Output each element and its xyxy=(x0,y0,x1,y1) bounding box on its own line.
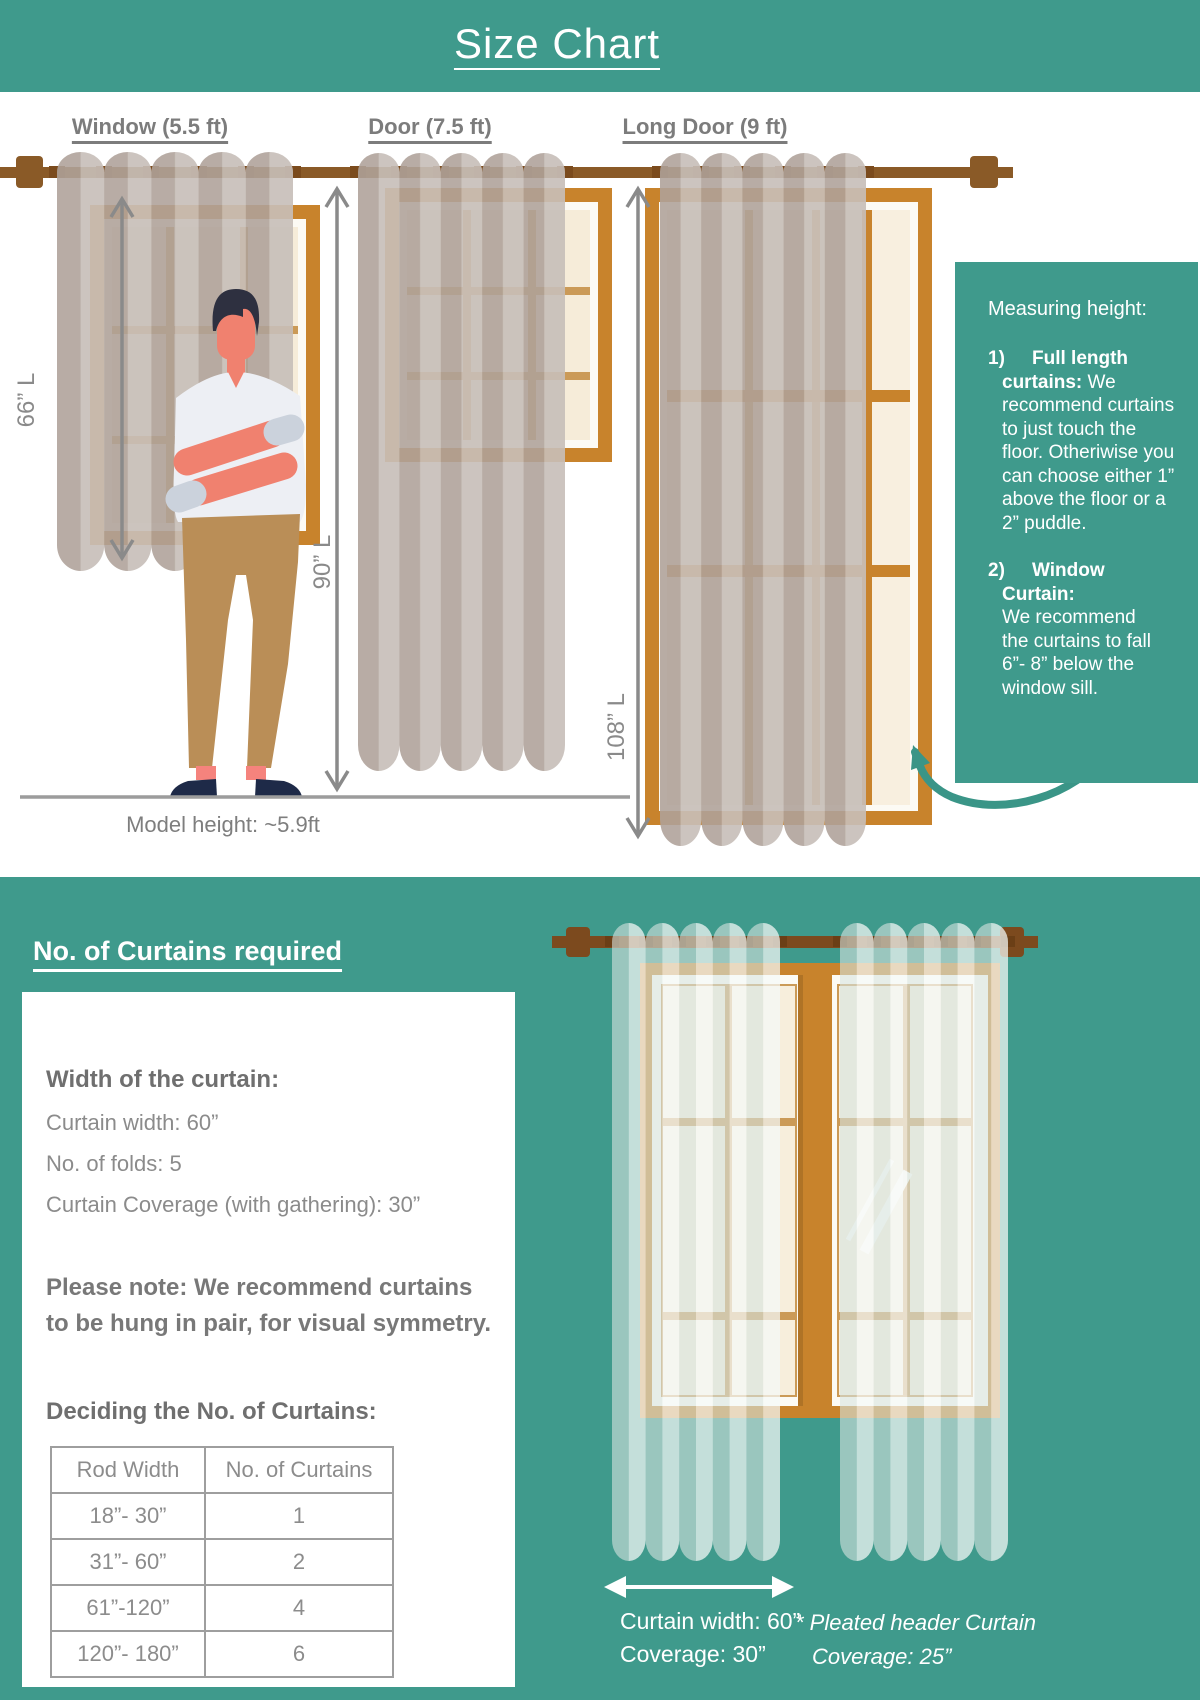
item-1-lead: Full length curtains: xyxy=(1002,348,1129,393)
table-header-row xyxy=(51,1447,393,1493)
col-rod-width: Rod Width xyxy=(51,1447,205,1493)
table-row xyxy=(51,1493,393,1539)
table-row xyxy=(51,1585,393,1631)
measuring-height-box xyxy=(955,262,1198,783)
curtains-info-panel xyxy=(22,992,515,1687)
long-door-curtain xyxy=(660,153,866,846)
folds-line: No. of folds: 5 xyxy=(46,1151,182,1176)
curtain-count-cell: 6 xyxy=(205,1631,393,1677)
coverage-line: Curtain Coverage (with gathering): 30” xyxy=(46,1192,421,1217)
length-90: 90” L xyxy=(309,534,336,590)
measuring-box-title: Measuring height: xyxy=(988,298,1147,320)
label-door: Door (7.5 ft) xyxy=(368,114,492,139)
model-height-caption: Model height: ~5.9ft xyxy=(126,812,320,837)
rod-width-cell: 120”- 180” xyxy=(51,1631,205,1677)
caption-pleated-line2: Coverage: 25” xyxy=(812,1644,952,1669)
curtain-count-cell: 2 xyxy=(205,1539,393,1585)
label-long-door: Long Door (9 ft) xyxy=(622,114,788,139)
sheer-curtain-left xyxy=(612,923,780,1561)
length-108: 108” L xyxy=(603,692,630,762)
caption-curtain-width: Curtain width: 60” xyxy=(620,1608,801,1634)
curtain-count-cell: 4 xyxy=(205,1585,393,1631)
page-title: Size Chart xyxy=(453,20,661,67)
measuring-box-item-2 xyxy=(988,559,1178,700)
table-row xyxy=(51,1631,393,1677)
rod-width-table xyxy=(50,1446,394,1678)
table-row xyxy=(51,1539,393,1585)
table-title: Deciding the No. of Curtains: xyxy=(46,1398,377,1425)
measuring-box-item-1 xyxy=(988,347,1178,535)
length-66: 66” L xyxy=(13,372,40,428)
curtain-width-line: Curtain width: 60” xyxy=(46,1110,219,1135)
door-curtain xyxy=(358,153,565,771)
pair-note: Please note: We recommend curtains to be hung in pair, for visual symmetry. xyxy=(46,1274,491,1337)
width-arrow-icon xyxy=(604,1576,794,1598)
item-1-text: We recommend curtains to just touch the floor. Otheriwise you can choose either 1” above the floor or a 2” puddle. xyxy=(1002,371,1175,534)
rod-width-cell: 31”- 60” xyxy=(51,1539,205,1585)
rod-width-cell: 18”- 30” xyxy=(51,1493,205,1539)
width-title: Width of the curtain: xyxy=(46,1066,280,1093)
sheer-curtain-right xyxy=(840,923,1008,1561)
item-2-text: We recommend the curtains to fall 6”- 8” below the window sill. xyxy=(1002,607,1151,699)
caption-pleated-line1: * Pleated header Curtain xyxy=(795,1610,1036,1635)
caption-coverage: Coverage: 30” xyxy=(620,1641,766,1667)
label-window: Window (5.5 ft) xyxy=(71,114,229,139)
curtains-required-heading: No. of Curtains required xyxy=(33,936,343,966)
rod-width-cell: 61”-120” xyxy=(51,1585,205,1631)
col-no-curtains: No. of Curtains xyxy=(205,1447,393,1493)
item-2-lead-line2: Curtain: xyxy=(1002,583,1075,605)
item-2-lead-line1: Window xyxy=(1032,560,1105,581)
item-2-number: 2) xyxy=(988,560,1005,581)
item-1-number: 1) xyxy=(988,348,1005,369)
curtain-count-cell: 1 xyxy=(205,1493,393,1539)
